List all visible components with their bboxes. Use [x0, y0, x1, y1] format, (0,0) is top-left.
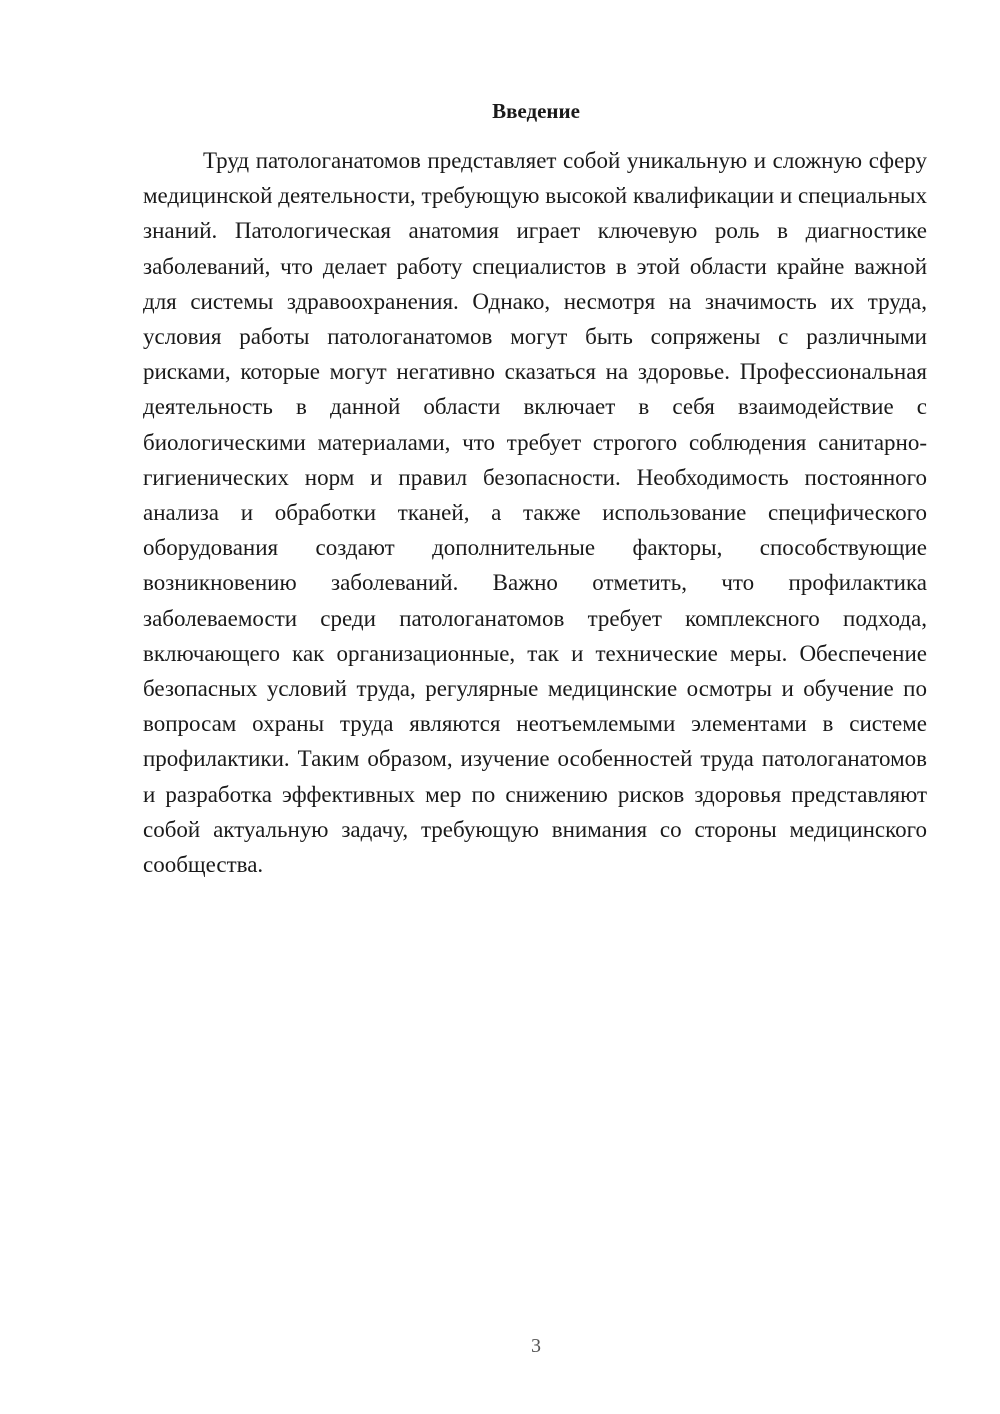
body-paragraph: Труд патологанатомов представляет собой уникальную и сложную сферу медицинской деятельности, требующую высокой квалификации и специальных знаний. Патологическая анатомия играет ключевую роль в диагностике заболеваний, что делает работу специалистов в этой области крайне важной для системы здравоохранения. Однако, несмотря на значимость их труда, условия работы патологанатомов могут быть сопряжены с различными рисками, которые могут негативно сказаться на здоровье. Профессиональная деятельность в данной области включает в себя взаимодействие с биологическими материалами, что требует строгого соблюдения санитарно-гигиенических норм и правил безопасности. Необходимость постоянного анализа и обработки тканей, а также использование специфического оборудования создают дополнительные факторы, способствующие возникновению заболеваний. Важно отметить, что профилактика заболеваемости среди патологанатомов требует комплексного подхода, включающего как организационные, так и технические меры. Обеспечение безопасных условий труда, регулярные медицинские осмотры и обучение по вопросам охраны труда являются неотъемлемыми элементами в системе профилактики. Таким образом, изучение особенностей труда патологанатомов и разработка эффективных мер по снижению рисков здоровья представляют собой актуальную задачу, требующую внимания со стороны медицинского сообщества.	[143, 148, 927, 878]
page-number: 3	[531, 1335, 541, 1357]
section-heading: Введение	[492, 99, 580, 123]
